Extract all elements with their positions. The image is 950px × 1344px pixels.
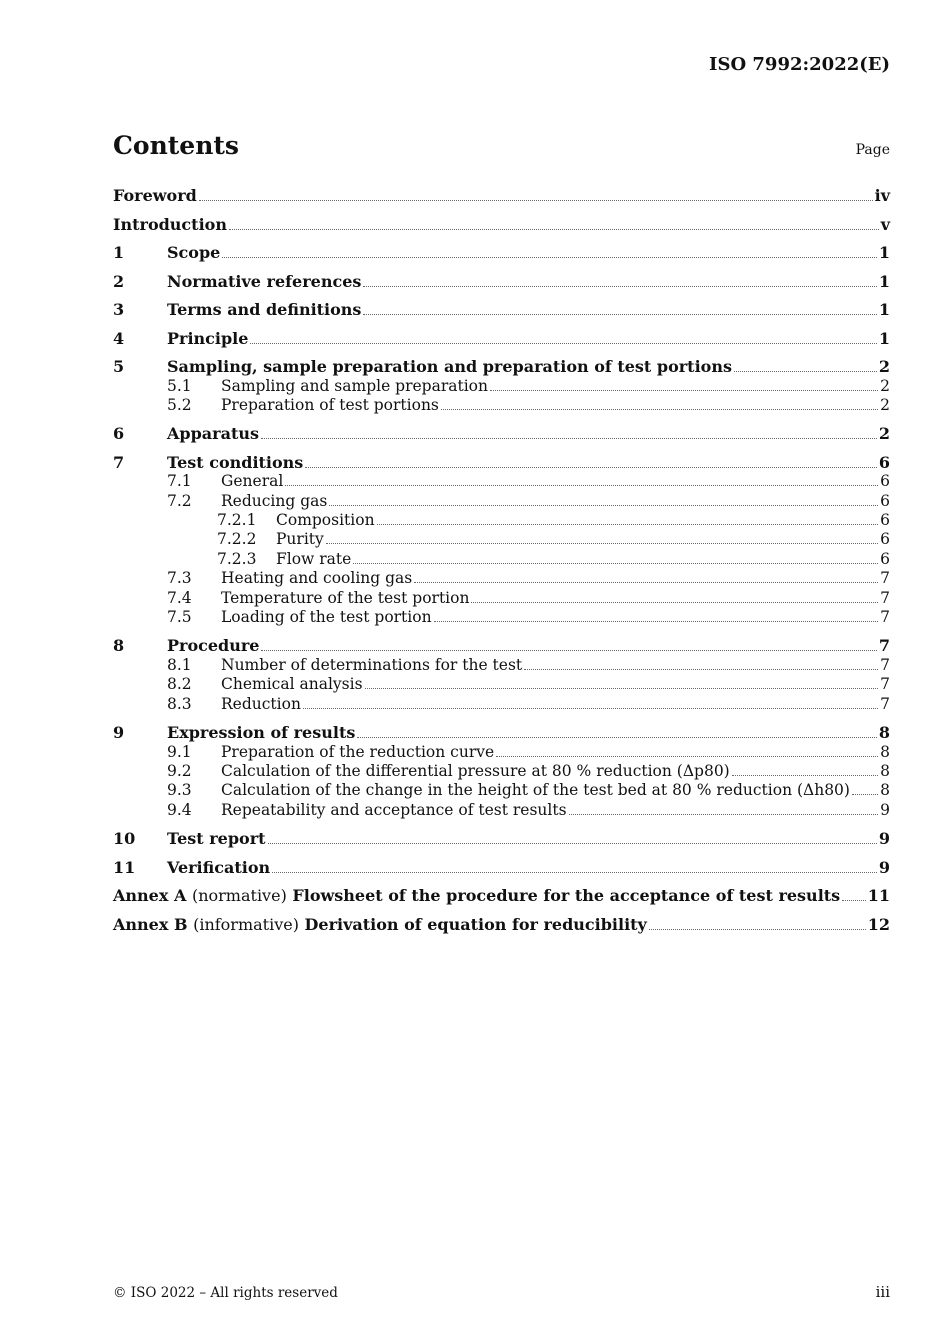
toc-entry-introduction[interactable] xyxy=(113,214,890,243)
toc-entry-7-2[interactable] xyxy=(113,492,890,511)
page-column-label: Page xyxy=(855,142,890,158)
toc-number: 7.2 xyxy=(167,491,192,510)
toc-entry-9-3[interactable] xyxy=(113,781,890,800)
toc-number: 5.2 xyxy=(167,395,192,414)
toc-entry-7-3[interactable] xyxy=(113,569,890,588)
toc-page: 7 xyxy=(878,636,890,656)
toc-entry-annex-a[interactable] xyxy=(113,885,890,914)
toc-entry-10[interactable] xyxy=(113,828,890,857)
dot-leader xyxy=(842,899,866,901)
dot-leader xyxy=(852,793,878,795)
toc-title: General xyxy=(221,472,284,491)
toc-number: 9.1 xyxy=(167,742,192,761)
dot-leader xyxy=(363,285,876,287)
toc-title: Loading of the test portion xyxy=(221,608,432,627)
dot-leader xyxy=(649,928,866,930)
toc-entry-2[interactable] xyxy=(113,271,890,300)
toc-entry-7-2-3[interactable] xyxy=(113,550,890,569)
toc-page: 6 xyxy=(880,530,890,549)
toc-entry-11[interactable] xyxy=(113,857,890,886)
toc-entry-8-1[interactable] xyxy=(113,656,890,675)
toc-entry-7-2-2[interactable] xyxy=(113,530,890,549)
dot-leader xyxy=(268,842,877,844)
toc-title: Derivation of equation for reducibility xyxy=(304,914,647,934)
toc-page: 2 xyxy=(880,376,890,395)
toc-entry-3[interactable] xyxy=(113,299,890,328)
toc-page: 12 xyxy=(867,914,890,934)
toc-title: Scope xyxy=(167,243,221,262)
toc-number: 9.2 xyxy=(167,761,192,780)
toc-title: Chemical analysis xyxy=(221,675,363,694)
toc-title: Normative references xyxy=(167,271,362,291)
toc-page: 8 xyxy=(880,781,890,800)
toc-title: Sampling and sample preparation xyxy=(221,376,488,395)
dot-leader xyxy=(496,755,878,757)
toc-entry-7-2-1[interactable] xyxy=(113,511,890,530)
toc-number: 9.3 xyxy=(167,781,192,800)
toc-title: Test conditions xyxy=(167,452,304,472)
table-of-contents xyxy=(113,185,890,942)
toc-title: Terms and definitions xyxy=(167,300,362,319)
annex-type: (normative) xyxy=(191,886,287,906)
dot-leader xyxy=(305,466,877,468)
page-number: iii xyxy=(875,1283,890,1301)
toc-page: 1 xyxy=(878,328,890,348)
toc-page: 1 xyxy=(878,243,890,262)
toc-title: Introduction xyxy=(113,214,227,234)
toc-entry-9-1[interactable] xyxy=(113,743,890,762)
toc-number: 5 xyxy=(113,357,125,376)
toc-entry-6[interactable] xyxy=(113,423,890,452)
toc-title: Reduction xyxy=(221,694,301,713)
toc-number: 5.1 xyxy=(167,376,192,395)
toc-number: 7.2.1 xyxy=(217,511,257,530)
toc-number: 3 xyxy=(113,300,125,319)
dot-leader xyxy=(272,871,877,873)
toc-entry-7-4[interactable] xyxy=(113,589,890,608)
annex-label: Annex A xyxy=(113,886,187,906)
toc-page: 2 xyxy=(880,395,890,414)
dot-leader xyxy=(353,562,878,564)
toc-number: 2 xyxy=(113,271,125,291)
toc-entry-foreword[interactable] xyxy=(113,185,890,214)
toc-title: Calculation of the change in the height of the test bed at 80 % reduction (Δh80) xyxy=(221,781,850,800)
toc-page: 8 xyxy=(878,723,890,743)
toc-page: 6 xyxy=(878,452,890,472)
toc-entry-9-4[interactable] xyxy=(113,801,890,820)
toc-page: 6 xyxy=(880,472,890,491)
toc-number: 8.3 xyxy=(167,694,192,713)
toc-entry-8-3[interactable] xyxy=(113,695,890,714)
toc-number: 9.4 xyxy=(167,800,192,819)
toc-number: 7.3 xyxy=(167,569,192,588)
toc-page: 2 xyxy=(878,424,890,444)
dot-leader xyxy=(261,437,877,439)
page-title: Contents xyxy=(113,131,240,160)
toc-page: 1 xyxy=(878,271,890,291)
toc-number: 4 xyxy=(113,328,125,348)
toc-entry-8-2[interactable] xyxy=(113,675,890,694)
toc-title: Preparation of test portions xyxy=(221,395,439,414)
toc-number: 1 xyxy=(113,243,125,262)
toc-title: Apparatus xyxy=(167,424,259,444)
toc-entry-4[interactable] xyxy=(113,328,890,357)
toc-number: 10 xyxy=(113,829,136,849)
toc-entry-9-2[interactable] xyxy=(113,762,890,781)
toc-page: 7 xyxy=(880,608,890,627)
toc-page: v xyxy=(880,214,890,234)
dot-leader xyxy=(303,707,878,709)
toc-title: Flow rate xyxy=(276,549,352,568)
toc-page: 9 xyxy=(878,857,890,877)
toc-page: iv xyxy=(874,186,890,205)
toc-page: 6 xyxy=(880,511,890,530)
toc-number: 6 xyxy=(113,424,125,444)
toc-title: Procedure xyxy=(167,636,260,656)
toc-page: 2 xyxy=(878,357,890,376)
toc-number: 7.2.3 xyxy=(217,549,257,568)
toc-number: 8.2 xyxy=(167,675,192,694)
document-id: ISO 7992:2022(E) xyxy=(709,54,890,75)
toc-title: Temperature of the test portion xyxy=(221,588,470,607)
dot-leader xyxy=(329,504,878,506)
dot-leader xyxy=(261,649,876,651)
toc-title: Composition xyxy=(276,511,375,530)
toc-title: Principle xyxy=(167,328,249,348)
toc-page: 6 xyxy=(880,491,890,510)
toc-entry-5-1[interactable] xyxy=(113,377,890,396)
toc-number: 8.1 xyxy=(167,655,192,674)
toc-page: 7 xyxy=(880,655,890,674)
toc-entry-1[interactable] xyxy=(113,242,890,271)
toc-title: Foreword xyxy=(113,186,197,205)
dot-leader xyxy=(569,813,879,815)
dot-leader xyxy=(434,620,879,622)
toc-page: 9 xyxy=(880,800,890,819)
dot-leader xyxy=(365,687,879,689)
toc-number: 7 xyxy=(113,452,125,472)
toc-title: Preparation of the reduction curve xyxy=(221,742,495,761)
toc-page: 7 xyxy=(880,675,890,694)
dot-leader xyxy=(357,736,877,738)
toc-number: 7.5 xyxy=(167,608,192,627)
dot-leader xyxy=(734,370,877,372)
toc-page: 8 xyxy=(880,761,890,780)
dot-leader xyxy=(414,581,878,583)
toc-page: 6 xyxy=(880,549,890,568)
toc-title: Repeatability and acceptance of test results xyxy=(221,800,567,819)
toc-page: 7 xyxy=(880,694,890,713)
dot-leader xyxy=(490,389,878,391)
toc-number: 9 xyxy=(113,723,125,743)
toc-title: Verification xyxy=(167,857,271,877)
toc-number: 7.2.2 xyxy=(217,530,257,549)
dot-leader xyxy=(441,408,878,410)
toc-title: Flowsheet of the procedure for the acceptance of test results xyxy=(292,886,841,906)
toc-page: 8 xyxy=(880,742,890,761)
toc-entry-7-1[interactable] xyxy=(113,472,890,491)
dot-leader xyxy=(285,484,878,486)
toc-page: 11 xyxy=(867,886,890,906)
dot-leader xyxy=(250,342,876,344)
toc-title: Heating and cooling gas xyxy=(221,569,413,588)
dot-leader xyxy=(377,523,879,525)
toc-page: 7 xyxy=(880,569,890,588)
toc-number: 8 xyxy=(113,636,125,656)
toc-number: 7.1 xyxy=(167,472,192,491)
toc-title: Number of determinations for the test xyxy=(221,655,523,674)
toc-title: Purity xyxy=(276,530,324,549)
toc-entry-7-5[interactable] xyxy=(113,608,890,627)
toc-title: Reducing gas xyxy=(221,491,328,510)
dot-leader xyxy=(732,774,878,776)
dot-leader xyxy=(471,601,878,603)
toc-page: 1 xyxy=(878,300,890,319)
dot-leader xyxy=(229,228,879,230)
toc-title: Sampling, sample preparation and preparation of test portions xyxy=(167,357,732,376)
dot-leader xyxy=(524,668,878,670)
toc-page: 9 xyxy=(878,829,890,849)
dot-leader xyxy=(222,256,877,258)
dot-leader xyxy=(363,313,876,315)
toc-title: Expression of results xyxy=(167,723,356,743)
dot-leader xyxy=(199,199,873,201)
annex-label: Annex B xyxy=(113,914,188,934)
toc-page: 7 xyxy=(880,588,890,607)
toc-entry-annex-b[interactable] xyxy=(113,914,890,943)
toc-entry-5-2[interactable] xyxy=(113,396,890,415)
toc-title: Test report xyxy=(167,829,266,849)
copyright-notice: © ISO 2022 – All rights reserved xyxy=(113,1285,338,1301)
dot-leader xyxy=(326,542,878,544)
toc-title: Calculation of the differential pressure at 80 % reduction (Δp80) xyxy=(221,761,730,780)
toc-number: 7.4 xyxy=(167,588,192,607)
annex-type: (informative) xyxy=(193,914,299,934)
toc-number: 11 xyxy=(113,857,136,877)
